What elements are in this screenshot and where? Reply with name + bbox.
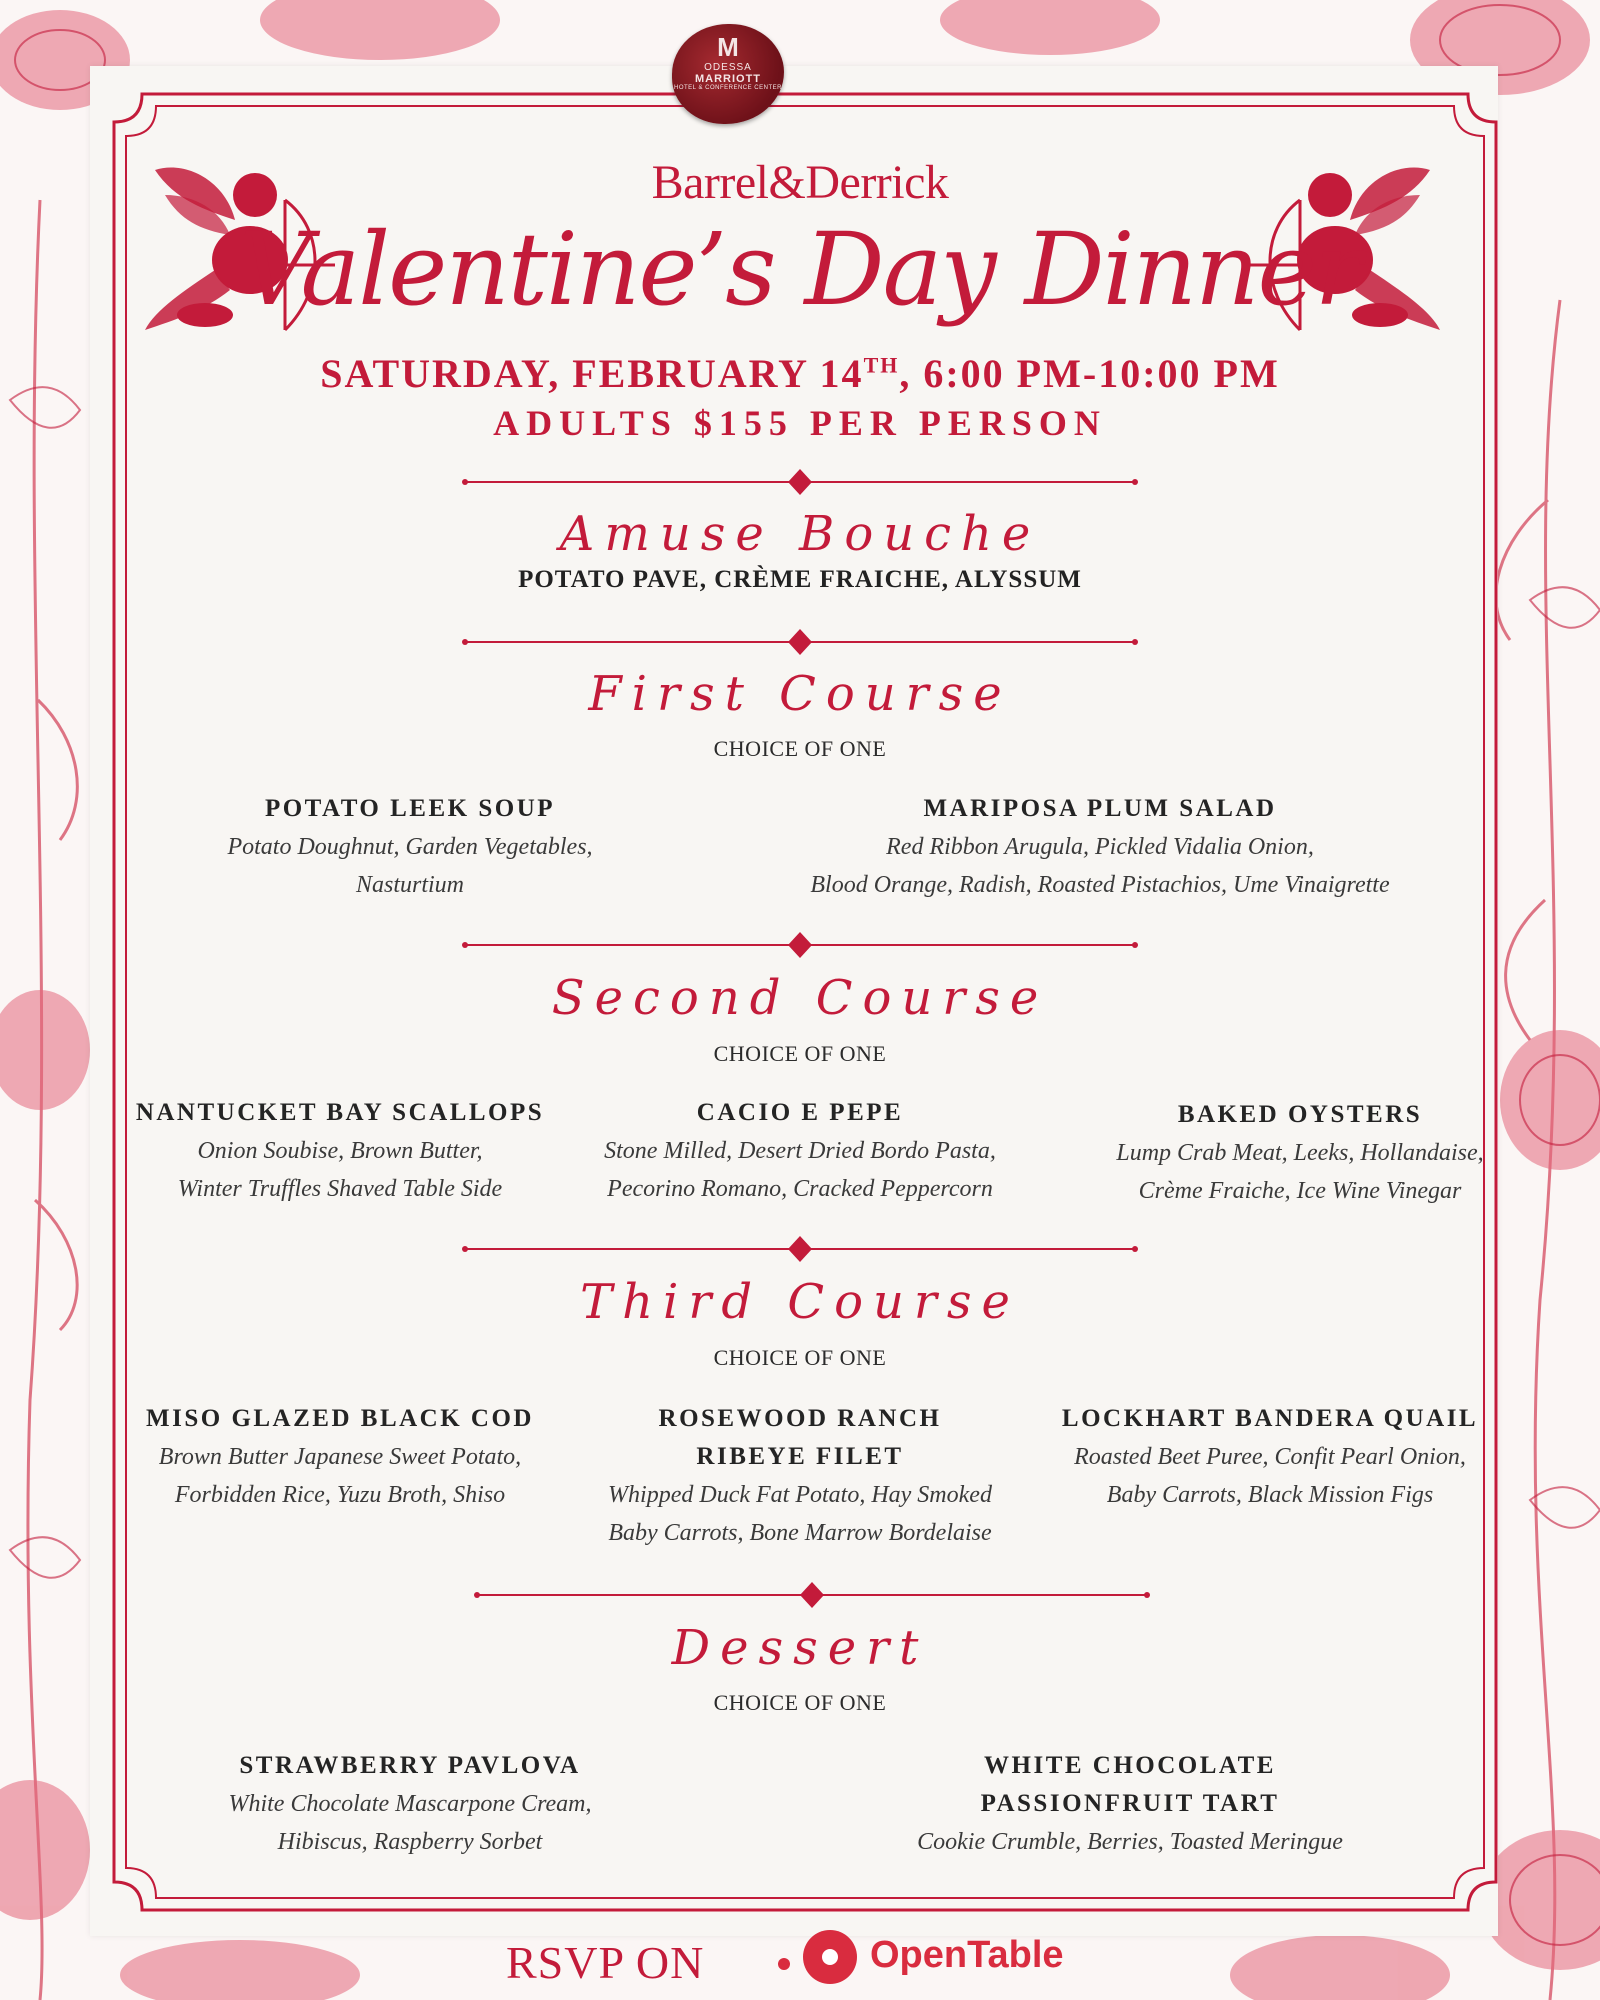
ornament-divider (460, 1234, 1140, 1264)
ornament-divider (460, 930, 1140, 960)
marriott-m-icon: M (717, 32, 739, 62)
dish-rosewood-ranch-ribeye: ROSEWOOD RANCH RIBEYE FILET Whipped Duck Fat Potato, Hay Smoked Baby Carrots, Bone Marrow Bordelaise (608, 1405, 992, 1546)
event-title: Valentine’s Day Dinner (239, 211, 1361, 328)
dish-baked-oysters: BAKED OYSTERS Lump Crab Meat, Leeks, Hollandaise, Crème Fraiche, Ice Wine Vinegar (1116, 1101, 1484, 1204)
dish-potato-leek-soup: POTATO LEEK SOUP Potato Doughnut, Garden Vegetables, Nasturtium (227, 795, 593, 898)
dish-cacio-e-pepe: CACIO E PEPE Stone Milled, Desert Dried Bordo Pasta, Pecorino Romano, Cracked Peppercorn (604, 1099, 996, 1202)
dish-strawberry-pavlova: STRAWBERRY PAVLOVA White Chocolate Mascarpone Cream, Hibiscus, Raspberry Sorbet (228, 1752, 592, 1855)
ornament-divider (460, 467, 1140, 497)
marriott-seal-logo: M ODESSA MARRIOTT HOTEL & CONFERENCE CENTER (672, 24, 784, 124)
first-course-title: First Course (588, 666, 1012, 722)
opentable-dot-icon (778, 1958, 790, 1970)
rsvp-label: RSVP ON (506, 1937, 705, 1988)
event-price: ADULTS $155 PER PERSON (493, 403, 1107, 443)
third-course-subtitle: CHOICE OF ONE (713, 1345, 887, 1370)
second-course-title: Second Course (551, 970, 1049, 1026)
opentable-link[interactable]: OpenTable (870, 1934, 1064, 1976)
dessert-subtitle: CHOICE OF ONE (713, 1690, 887, 1715)
first-course-subtitle: CHOICE OF ONE (713, 736, 887, 761)
dish-miso-glazed-black-cod: MISO GLAZED BLACK COD Brown Butter Japanese Sweet Potato, Forbidden Rice, Yuzu Broth, Shiso (146, 1405, 534, 1508)
ornament-divider (472, 1580, 1152, 1610)
dish-nantucket-bay-scallops: NANTUCKET BAY SCALLOPS Onion Soubise, Brown Butter, Winter Truffles Shaved Table Side (135, 1099, 545, 1202)
opentable-logo-icon[interactable] (803, 1930, 857, 1984)
dish-white-chocolate-passionfruit-tart: WHITE CHOCOLATE PASSIONFRUIT TART Cookie Crumble, Berries, Toasted Meringue (917, 1752, 1343, 1855)
ornament-divider (460, 627, 1140, 657)
third-course-title: Third Course (580, 1274, 1020, 1330)
amuse-bouche-item: POTATO PAVE, CRÈME FRAICHE, ALYSSUM (518, 566, 1082, 593)
dessert-title: Dessert (671, 1620, 929, 1676)
dish-lockhart-bandera-quail: LOCKHART BANDERA QUAIL Roasted Beet Puree, Confit Pearl Onion, Baby Carrots, Black Mission Figs (1061, 1405, 1479, 1508)
event-date: SATURDAY, FEBRUARY 14TH, 6:00 PM-10:00 PM (320, 351, 1280, 396)
dish-mariposa-plum-salad: MARIPOSA PLUM SALAD Red Ribbon Arugula, Pickled Vidalia Onion, Blood Orange, Radish, Roasted Pistachios, Ume Vinaigrette (810, 795, 1390, 898)
amuse-bouche-title: Amuse Bouche (559, 506, 1041, 562)
second-course-subtitle: CHOICE OF ONE (713, 1041, 887, 1066)
restaurant-brand: Barrel&Derrick (651, 156, 949, 209)
